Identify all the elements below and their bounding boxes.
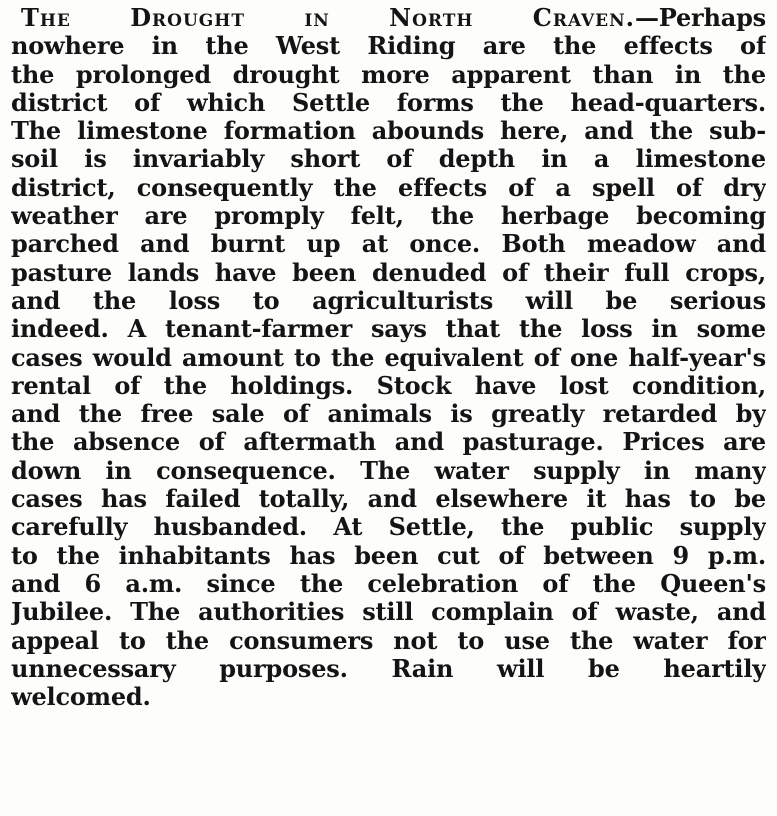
article-line: to the inhabitants has been cut of between 9 p.m. <box>11 541 766 570</box>
article-line: and the free sale of animals is greatly retarded by <box>11 400 766 429</box>
article-line: welcomed. <box>11 683 151 712</box>
article-line: pasture lands have been denuded of their full crops, <box>11 258 766 287</box>
article-line: Jubilee. The authorities still complain of waste, and <box>11 598 766 627</box>
article-body <box>11 4 766 711</box>
article-line: indeed. A tenant-farmer says that the loss in some <box>11 315 766 344</box>
article-line: cases has failed totally, and elsewhere it has to be <box>11 485 766 514</box>
article-line: and 6 a.m. since the celebration of the Queen's <box>11 569 766 598</box>
article-line: district, consequently the effects of a spell of dry <box>11 173 766 202</box>
article-line: nowhere in the West Riding are the effects of <box>11 32 766 61</box>
article-headline: The Drought in North Craven. <box>21 4 635 32</box>
article-line: The limestone formation abounds here, and the sub- <box>11 117 766 146</box>
article-line: soil is invariably short of depth in a limestone <box>11 145 766 174</box>
article-line: down in consequence. The water supply in many <box>11 456 766 485</box>
article-line: cases would amount to the equivalent of one half-year's <box>11 343 766 372</box>
article-line: district of which Settle forms the head-quarters. <box>11 88 766 117</box>
article-line: carefully husbanded. At Settle, the public supply <box>11 513 766 542</box>
article-line: unnecessary purposes. Rain will be heartily <box>11 654 766 683</box>
article-line <box>11 4 766 32</box>
article-line: and the loss to agriculturists will be serious <box>11 286 766 315</box>
article-line: rental of the holdings. Stock have lost condition, <box>11 371 766 400</box>
article-line: the prolonged drought more apparent than in the <box>11 60 766 89</box>
article-line-text: —Perhaps <box>634 4 766 32</box>
article-line: the absence of aftermath and pasturage. Prices are <box>11 428 766 457</box>
article-line: appeal to the consumers not to use the water for <box>11 626 766 655</box>
article-line: parched and burnt up at once. Both meadow and <box>11 230 766 259</box>
article-line: weather are promply felt, the herbage becoming <box>11 202 766 231</box>
